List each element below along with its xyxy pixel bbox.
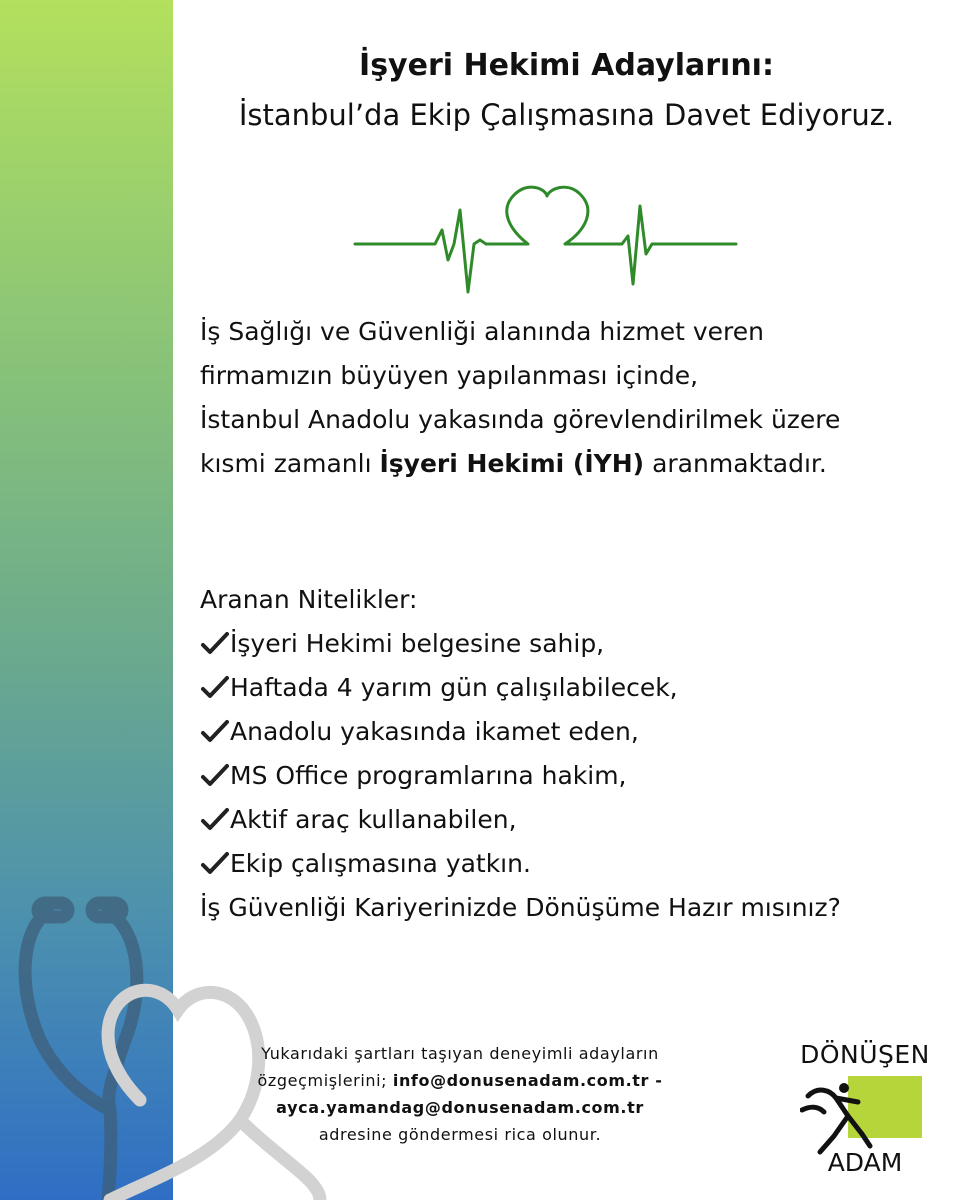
heartbeat-icon	[350, 180, 742, 300]
contact-text	[190, 1040, 730, 1148]
qualification-text: Anadolu yakasında ikamet eden,	[230, 717, 639, 746]
qualifications-heading: Aranan Nitelikler:	[200, 585, 418, 614]
intro-line: İstanbul Anadolu yakasında görevlendirilmek üzere	[200, 405, 841, 434]
list-item	[200, 710, 950, 754]
contact-line	[190, 1067, 730, 1094]
list-item	[200, 842, 950, 886]
closing-question: İş Güvenliği Kariyerinizde Dönüşüme Hazır mısınız?	[200, 893, 841, 922]
qualification-text: Haftada 4 yarım gün çalışılabilecek,	[230, 673, 678, 702]
intro-text-part: kısmi zamanlı	[200, 449, 380, 478]
running-figure-icon	[800, 1076, 930, 1156]
position-title: İşyeri Hekimi (İYH)	[379, 449, 645, 478]
list-item	[200, 754, 950, 798]
logo-text-bottom: ADAM	[827, 1148, 903, 1177]
intro-text-part: aranmaktadır.	[644, 449, 827, 478]
check-icon	[200, 631, 230, 655]
page-subtitle: İstanbul’da Ekip Çalışmasına Davet Ediyoruz.	[238, 98, 895, 132]
qualification-text: Aktif araç kullanabilen,	[230, 805, 517, 834]
check-icon	[200, 807, 230, 831]
intro-line: firmamızın büyüyen yapılanması içinde,	[200, 361, 699, 390]
qualification-text: Ekip çalışmasına yatkın.	[230, 849, 531, 878]
check-icon	[200, 719, 230, 743]
qualification-text: MS Office programlarına hakim,	[230, 761, 627, 790]
qualifications-list	[200, 578, 950, 930]
email-link-info[interactable]: info@donusenadam.com.tr -	[392, 1071, 663, 1090]
contact-text-part: özgeçmişlerini;	[257, 1071, 393, 1090]
list-item	[200, 622, 950, 666]
list-item	[200, 666, 950, 710]
intro-line	[200, 442, 950, 486]
intro-text	[200, 310, 950, 486]
page-title: İşyeri Hekimi Adaylarını:	[359, 48, 774, 83]
list-item	[200, 798, 950, 842]
intro-line: İş Sağlığı ve Güvenliği alanında hizmet veren	[200, 317, 764, 346]
logo-text-top: DÖNÜŞEN	[800, 1040, 930, 1069]
contact-line: adresine göndermesi rica olunur.	[318, 1125, 602, 1144]
qualification-text: İşyeri Hekimi belgesine sahip,	[230, 629, 605, 658]
company-logo	[800, 1040, 930, 1180]
contact-line: Yukarıdaki şartları taşıyan deneyimli adayların	[261, 1044, 659, 1063]
check-icon	[200, 763, 230, 787]
gradient-sidebar	[0, 0, 173, 1200]
email-link-ayca[interactable]: ayca.yamandag@donusenadam.com.tr	[276, 1098, 644, 1117]
check-icon	[200, 851, 230, 875]
check-icon	[200, 675, 230, 699]
